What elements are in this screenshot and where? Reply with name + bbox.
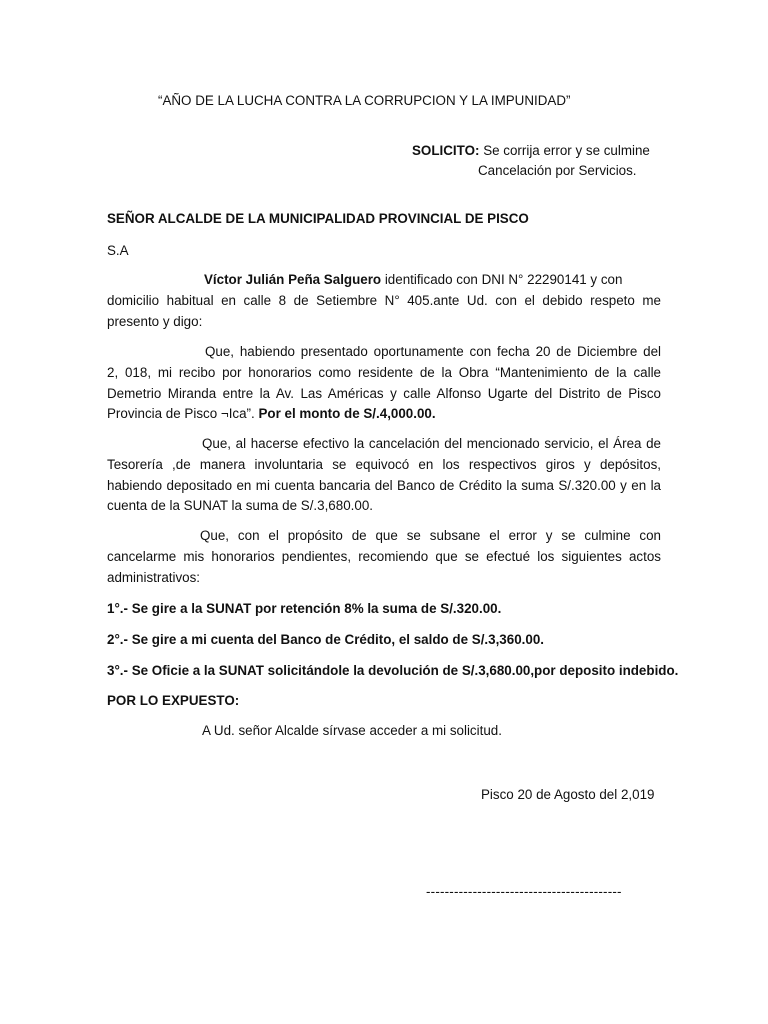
intro-line-1-rest: identificado con DNI N° 22290141 y con bbox=[381, 272, 623, 287]
paragraph-1 bbox=[107, 342, 661, 425]
p1-line-4 bbox=[107, 404, 661, 425]
action-item-3: 3°.- Se Oficie a la SUNAT solicitándole la devolución de S/.3,680.00,por deposito indebido. bbox=[107, 663, 679, 678]
solicito-line-1 bbox=[412, 143, 650, 158]
p2-line-3: habiendo depositado en mi cuenta bancaria del Banco de Crédito la suma S/.320.00 y en la bbox=[107, 477, 661, 493]
p2-line-2: Tesorería ,de manera involuntaria se equivocó en los respectivos giros y depósitos, bbox=[107, 456, 661, 472]
year-title: “AÑO DE LA LUCHA CONTRA LA CORRUPCION Y LA IMPUNIDAD” bbox=[158, 93, 571, 108]
p1-line-3: Demetrio Miranda entre la Av. Las Américas y calle Alfonso Ugarte del Distrito de Pisco bbox=[107, 385, 661, 401]
paragraph-3 bbox=[107, 526, 661, 588]
p2-line-4: cuenta de la SUNAT la suma de S/.3,680.00. bbox=[107, 498, 373, 514]
p1-line-2: 2, 018, mi recibo por honorarios como residente de la Obra “Mantenimiento de la calle bbox=[107, 364, 661, 380]
p3-line-1: Que, con el propósito de que se subsane el error y se culmine con bbox=[200, 528, 661, 543]
addressee-sa: S.A bbox=[107, 243, 129, 258]
p1-line-4-plain: Provincia de Pisco ¬Ica”. bbox=[107, 406, 259, 422]
applicant-name: Víctor Julián Peña Salguero bbox=[204, 272, 382, 287]
intro-line-1 bbox=[107, 270, 661, 291]
p1-amount: Por el monto de S/.4,000.00. bbox=[258, 406, 436, 422]
p2-line-1: Que, al hacerse efectivo la cancelación del mencionado servicio, el Área de bbox=[202, 436, 661, 451]
addressee-title: SEÑOR ALCALDE DE LA MUNICIPALIDAD PROVINCIAL DE PISCO bbox=[107, 211, 529, 226]
solicito-text-1: Se corrija error y se culmine bbox=[483, 143, 650, 158]
solicito-label: SOLICITO: bbox=[412, 143, 480, 158]
solicito-text-2: Cancelación por Servicios. bbox=[478, 163, 637, 178]
p3-line-3: administrativos: bbox=[107, 569, 201, 585]
signature-line: ------------------------------------------ bbox=[426, 884, 622, 899]
action-item-1: 1°.- Se gire a la SUNAT por retención 8% la suma de S/.320.00. bbox=[107, 601, 502, 616]
place-date: Pisco 20 de Agosto del 2,019 bbox=[481, 787, 655, 802]
p1-line-1: Que, habiendo presentado oportunamente con fecha 20 de Diciembre del bbox=[205, 344, 661, 359]
intro-line-3: presento y digo: bbox=[107, 313, 203, 329]
action-item-2: 2°.- Se gire a mi cuenta del Banco de Crédito, el saldo de S/.3,360.00. bbox=[107, 632, 544, 647]
intro-paragraph bbox=[107, 270, 661, 332]
por-lo-expuesto: POR LO EXPUESTO: bbox=[107, 693, 240, 708]
intro-line-2: domicilio habitual en calle 8 de Setiembre N° 405.ante Ud. con el debido respeto me bbox=[107, 292, 661, 308]
p3-line-2: cancelarme mis honorarios pendientes, recomiendo que se efectué los siguientes actos bbox=[107, 548, 661, 564]
paragraph-2 bbox=[107, 434, 661, 517]
closing-request: A Ud. señor Alcalde sírvase acceder a mi solicitud. bbox=[202, 723, 502, 738]
